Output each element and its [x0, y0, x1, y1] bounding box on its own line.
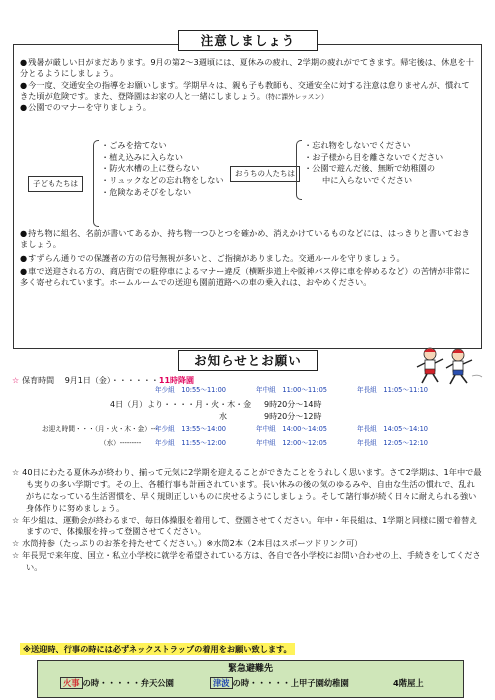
notice-items — [12, 467, 482, 574]
caution-title: 注意しましょう — [178, 30, 318, 51]
class-time-value: 13:55～14:00 — [181, 425, 226, 434]
class-name: 年少組 — [155, 439, 175, 448]
class-time — [155, 425, 226, 434]
class-time-value: 11:05～11:10 — [383, 386, 428, 395]
star-icon — [12, 376, 22, 385]
class-time — [155, 386, 226, 395]
schedule-date2: 4日（月）より・・・・月・火・木・金 — [110, 400, 252, 410]
caution-item-heat: ● 残暑が厳しい日がまだあります。9月の第2～3週頃には、夏休みの疲れ、2学期の疲れがでてきます。帰宅後は、休息を十分とるようにしましょう。 — [20, 57, 475, 80]
class-time-value: 12:00～12:05 — [282, 439, 327, 448]
class-time — [256, 386, 327, 395]
evacuation-box — [37, 660, 464, 698]
adults-rule: 中に入らないでください — [322, 175, 413, 186]
adults-rule: ・公園で遊んだ後、無断で幼稚園の — [304, 163, 436, 174]
adults-label: おうちの人たちは — [230, 166, 300, 182]
class-time — [357, 425, 428, 434]
evacuation-tsunami — [210, 678, 349, 689]
children-label: 子どもたちは — [28, 176, 83, 192]
caution-item-traffic-text: 今一度、交通安全の指導をお願いします。学期早々は、親も子も教師も、交通安全に対する注意は怠りませんが、慣れてきた頃が危険です。また、登降園はお家の人と一緒にしましょう。 — [20, 79, 470, 101]
schedule-date2-day2: 水 — [219, 412, 227, 422]
schedule — [12, 375, 482, 451]
schedule-date2-time1: 9時20分～14時 — [264, 400, 322, 410]
class-time — [155, 439, 226, 448]
children-rule: ・ごみを捨てない — [101, 140, 167, 150]
class-time-value: 11:55～12:00 — [181, 439, 226, 448]
schedule-row-date2 — [12, 399, 482, 411]
pickup-day2: （水）--------- — [100, 439, 142, 448]
notice-item-school: ☆ 年長児で来年度、国立・私立小学校に就学を希望されている方は、各自で各小学校にお問い合わせの上、手続きをしてください。 — [12, 550, 482, 574]
schedule-date1-time: 11時降園 — [158, 376, 195, 385]
caution-item-parking: ● 車で送迎される方の、商店街での駐停車によるマナー違反（横断歩道上や阪神バス停に車を停めるなど）の苦情が非常に多く寄せられています。ホームルームでの送迎も園前道路への車の乗入れは、おやめください。 — [20, 266, 475, 289]
caution-item-traffic-note: （特に課外レッスン） — [264, 92, 328, 101]
evacuation-fire — [60, 678, 174, 689]
strap-highlight-text: ※送迎時、行事の時には必ずネックストラップの着用をお願い致します。 — [20, 643, 295, 655]
schedule-date1: 9月1日（金）・・・・・・ — [64, 376, 159, 385]
class-name: 年長組 — [357, 425, 377, 434]
caution-item-park: ● 公園でのマナーを守りましょう。 — [20, 102, 475, 113]
pickup-row-1 — [12, 425, 482, 437]
schedule-label: 保育時間 — [22, 376, 55, 385]
schedule-row-date1 — [12, 375, 482, 386]
class-name: 年長組 — [357, 386, 377, 395]
caution-item-signal: ● すずらん通りでの保護者の方の信号無視が多いと、ご指摘がありました。交通ルールを守りましょう。 — [20, 253, 475, 264]
class-name: 年長組 — [357, 439, 377, 448]
class-time-value: 14:05～14:10 — [383, 425, 428, 434]
class-time-value: 10:55～11:00 — [181, 386, 226, 395]
class-name: 年少組 — [155, 425, 175, 434]
pickup-label: お迎え時間・・・（月・火・木・金）--- — [42, 425, 158, 434]
class-name: 年少組 — [155, 386, 175, 395]
children-rules — [101, 140, 224, 199]
evacuation-floor: 4階屋上 — [393, 678, 424, 689]
adults-rule: ・忘れ物をしないでください — [304, 140, 411, 150]
class-time — [357, 386, 428, 395]
adults-rule: ・お子様から目を離さないでください — [304, 151, 444, 162]
class-time — [357, 439, 428, 448]
notice-item-semester: ☆ 40日にわたる夏休みが終わり、揃って元気に2学期を迎えることができたことをうれしく思います。さて2学期は、1年中で最も実りの多い学期です。その上、各種行事も計画されています。長い休みの後の気のゆるみや、自由な生活の慣れで、乱れがちになっている生活習慣を、早く規則正しいものに戻せるようにしましょう。そして諸行事が続く日々に耐えられる強い身体作りに努めましょう。 — [12, 467, 482, 515]
class-time — [256, 425, 327, 434]
pickup-row-2 — [12, 439, 482, 451]
notice-title: お知らせとお願い — [178, 350, 318, 371]
fire-tag: 火事 — [60, 677, 83, 689]
children-rule: ・リュックなどの忘れ物をしない — [101, 175, 224, 186]
adults-brace — [296, 140, 302, 200]
class-time-value: 12:05～12:10 — [383, 439, 428, 448]
adults-rules — [304, 140, 443, 187]
children-rule: ・危険なあそびをしない — [101, 186, 192, 197]
children-rule: ・防火水槽の上に登らない — [101, 163, 200, 174]
fire-text: の時・・・・・弁天公園 — [82, 678, 174, 689]
class-name: 年中組 — [256, 439, 276, 448]
schedule-row-wed — [12, 411, 482, 423]
tsunami-text: の時・・・・・上甲子園幼稚園 — [232, 678, 349, 689]
class-time-value: 11:00～11:05 — [282, 386, 327, 395]
class-name: 年中組 — [256, 425, 276, 434]
class-name: 年中組 — [256, 386, 276, 395]
evacuation-title: 緊急避難先 — [227, 664, 273, 674]
caution-item-traffic — [20, 80, 475, 103]
notice-item-uniform: ☆ 年少組は、運動会が終わるまで、毎日体操服を着用して、登園させてください。年中・年長組は、1学期と同様に園で着替えますので、体操服を持って登園させてください。 — [12, 515, 482, 539]
caution-item-belongings: ● 持ち物に組名、名前が書いてあるか、持ち物一つひとつを確かめ、消えかけているものなどには、はっきりと書いておきましょう。 — [20, 228, 475, 251]
schedule-date2-time2: 9時20分～12時 — [264, 412, 322, 422]
class-time-value: 14:00～14:05 — [282, 425, 327, 434]
strap-highlight — [20, 644, 295, 655]
children-brace — [93, 140, 99, 227]
schedule-date1-classes — [12, 386, 482, 397]
class-time — [256, 439, 327, 448]
notice-item-water: ☆ 水筒持参（たっぷりのお茶を持たせてください。）※水筒2本（2本目はスポーツドリンク可） — [12, 538, 482, 550]
caution-content-2 — [20, 228, 475, 289]
caution-content — [20, 57, 475, 114]
tsunami-tag: 津波 — [210, 677, 233, 689]
children-rule: ・植え込みに入らない — [101, 151, 183, 162]
